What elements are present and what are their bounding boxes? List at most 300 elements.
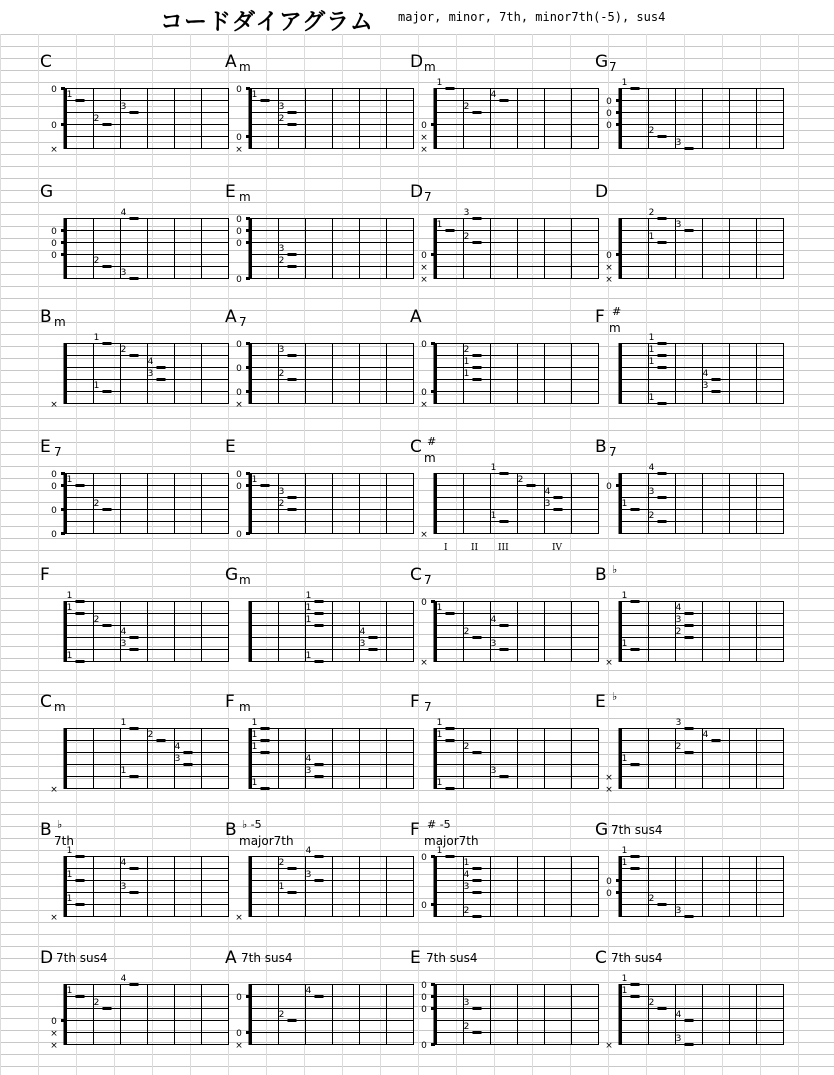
finger-number: 4 [702,730,709,740]
chord-diagram [30,820,220,945]
open-string-tick [61,241,65,244]
open-string-marker: 0 [51,506,57,516]
chord-name: E [225,182,236,202]
chord-quality: m [239,700,251,714]
finger-number: 4 [120,974,127,984]
open-string-tick [61,123,65,126]
open-string-tick [61,472,65,475]
finger-number: 1 [120,718,127,728]
finger-dot [500,520,509,523]
open-string-marker: 0 [421,901,427,911]
finger-number: 1 [648,333,655,343]
muted-string-marker: × [605,658,613,668]
finger-number: 2 [463,1022,470,1032]
finger-number: 1 [621,78,628,88]
finger-number: 2 [517,475,524,485]
open-string-marker: 0 [236,993,242,1003]
finger-number: 1 [621,499,628,509]
open-string-tick [246,532,250,535]
chord-name: C [595,948,607,968]
open-string-marker: 0 [421,853,427,863]
finger-number: 1 [251,90,258,100]
chord-quality: 7th [54,834,74,848]
finger-dot [631,600,640,603]
finger-dot [500,472,509,475]
open-string-marker: 0 [606,251,612,261]
finger-dot [712,378,721,381]
finger-number: 4 [120,858,127,868]
finger-dot [315,624,324,627]
chord-quality: m [54,700,66,714]
chord-quality: m [424,60,436,74]
finger-number: 1 [93,381,100,391]
open-string-tick [61,87,65,90]
finger-dot [658,342,667,345]
finger-number: 1 [66,603,73,613]
open-string-marker: 0 [421,388,427,398]
open-string-tick [431,855,435,858]
finger-dot [658,241,667,244]
finger-dot [103,342,112,345]
finger-dot [315,660,324,663]
open-string-tick [246,87,250,90]
chord-diagram [30,307,220,432]
finger-number: 4 [648,463,655,473]
finger-dot [658,472,667,475]
finger-dot [76,600,85,603]
finger-number: 1 [463,369,470,379]
chord-diagram [585,948,775,1073]
chord-name: D [410,52,424,72]
finger-number: 4 [490,615,497,625]
chord-diagram [30,692,220,817]
finger-number: 4 [120,627,127,637]
finger-number: 2 [463,906,470,916]
open-string-marker: 0 [236,530,242,540]
finger-dot [473,879,482,882]
finger-dot [184,751,193,754]
open-string-marker: 0 [236,482,242,492]
chord-name: D [595,182,609,202]
finger-number: 4 [359,627,366,637]
finger-dot [631,763,640,766]
open-string-marker: 0 [236,85,242,95]
chord-diagram [400,307,590,432]
fretboard [30,565,220,690]
chord-name: F [410,692,420,712]
fretboard [585,692,775,817]
finger-number: 1 [436,718,443,728]
fretboard [215,307,405,432]
finger-number: 3 [490,766,497,776]
open-string-marker: 0 [51,1017,57,1027]
finger-dot [554,496,563,499]
finger-dot [685,1019,694,1022]
finger-dot [288,867,297,870]
open-string-marker: 0 [421,1005,427,1015]
open-string-tick [246,217,250,220]
finger-number: 1 [621,974,628,984]
chord-quality: 7 [54,445,62,459]
chord-name: C [410,565,422,585]
sheet-header [0,0,834,34]
fretboard [30,820,220,945]
chord-name: F [40,565,50,585]
open-string-marker: 0 [421,251,427,261]
finger-dot [473,1007,482,1010]
chord-diagram [585,565,775,690]
open-string-tick [246,1031,250,1034]
finger-dot [685,229,694,232]
finger-number: 1 [621,639,628,649]
finger-dot [658,366,667,369]
finger-number: 2 [278,858,285,868]
muted-string-marker: × [420,530,428,540]
finger-number: 3 [490,639,497,649]
chord-diagram [585,820,775,945]
open-string-marker: 0 [606,121,612,131]
finger-number: 3 [120,882,127,892]
fretboard [585,820,775,945]
finger-number: 1 [305,615,312,625]
finger-dot [288,508,297,511]
muted-string-marker: × [50,913,58,923]
open-string-tick [246,366,250,369]
finger-number: 1 [66,591,73,601]
chord-diagram [215,565,405,690]
finger-number: 4 [463,870,470,880]
chord-quality: 7 [609,60,617,74]
finger-dot [500,624,509,627]
finger-number: 1 [621,986,628,996]
finger-number: 1 [436,78,443,88]
chord-diagram [400,182,590,307]
finger-dot [261,739,270,742]
chord-diagram [585,52,775,177]
chord-accidental: ♭ [612,690,618,703]
chord-name: F [410,820,420,840]
open-string-tick [61,1019,65,1022]
chord-quality: 7 [424,573,432,587]
finger-number: 3 [147,369,154,379]
chord-diagram [585,437,775,562]
chord-diagram [215,182,405,307]
finger-dot [369,636,378,639]
fretboard [215,565,405,690]
finger-dot [157,378,166,381]
finger-number: 1 [436,778,443,788]
open-string-tick [246,472,250,475]
finger-dot [157,739,166,742]
open-string-marker: 0 [51,251,57,261]
finger-number: 1 [436,603,443,613]
finger-dot [315,600,324,603]
finger-number: 1 [648,232,655,242]
finger-number: 1 [436,220,443,230]
finger-number: 1 [648,393,655,403]
finger-dot [527,484,536,487]
finger-dot [685,751,694,754]
open-string-tick [431,1043,435,1046]
chord-name: G [595,52,609,72]
finger-number: 3 [675,220,682,230]
chord-quality: m [54,315,66,329]
muted-string-marker: × [605,785,613,795]
fretboard [400,307,590,432]
finger-number: 1 [120,766,127,776]
chord-quality: 7 [609,445,617,459]
chord-diagram [585,692,775,817]
finger-dot [261,751,270,754]
chord-diagram [30,565,220,690]
open-string-marker: 0 [51,530,57,540]
finger-dot [658,402,667,405]
finger-number: 1 [251,778,258,788]
finger-dot [130,354,139,357]
muted-string-marker: × [50,785,58,795]
finger-dot [712,739,721,742]
chord-name: E [595,692,606,712]
muted-string-marker: × [420,145,428,155]
fretboard [215,182,405,307]
open-string-marker: 0 [606,97,612,107]
finger-number: 2 [278,1010,285,1020]
open-string-tick [61,484,65,487]
open-string-tick [616,484,620,487]
finger-number: 1 [648,345,655,355]
chord-name: E [40,437,51,457]
fretboard [215,820,405,945]
chord-quality: 7 [424,700,432,714]
finger-number: 1 [93,333,100,343]
fretboard [215,948,405,1073]
finger-dot [685,624,694,627]
chord-accidental: ♭ -5 [242,818,262,831]
page-title: コードダイアグラム [160,9,374,35]
finger-number: 4 [675,603,682,613]
finger-number: 4 [675,1010,682,1020]
open-string-marker: 0 [236,275,242,285]
finger-number: 2 [147,730,154,740]
chord-name: A [225,52,237,72]
fretboard [400,692,590,817]
finger-dot [658,135,667,138]
finger-number: 2 [93,114,100,124]
muted-string-marker: × [235,145,243,155]
finger-number: 4 [305,754,312,764]
finger-number: 2 [93,499,100,509]
finger-dot [658,903,667,906]
finger-dot [315,995,324,998]
finger-dot [288,354,297,357]
finger-number: 3 [278,244,285,254]
finger-dot [685,1043,694,1046]
finger-number: 3 [174,754,181,764]
finger-dot [103,265,112,268]
chord-name: C [40,692,52,712]
finger-dot [315,879,324,882]
chord-quality: major7th [424,834,479,848]
fretboard [30,437,220,562]
finger-number: 4 [305,986,312,996]
fretboard [30,307,220,432]
open-string-marker: 0 [51,227,57,237]
finger-dot [631,508,640,511]
finger-dot [446,727,455,730]
finger-number: 3 [463,998,470,1008]
chord-quality: major7th [239,834,294,848]
finger-number: 3 [120,639,127,649]
finger-dot [315,763,324,766]
finger-number: 1 [278,882,285,892]
muted-string-marker: × [235,1041,243,1051]
finger-number: 4 [544,487,551,497]
chord-diagram [585,182,775,307]
finger-dot [658,217,667,220]
finger-number: 4 [174,742,181,752]
open-string-marker: 0 [421,993,427,1003]
finger-dot [315,775,324,778]
open-string-tick [431,903,435,906]
finger-dot [473,636,482,639]
open-string-tick [616,99,620,102]
open-string-marker: 0 [606,109,612,119]
chord-name: A [225,307,237,327]
finger-dot [288,1019,297,1022]
fretboard [585,948,775,1073]
fretboard [400,948,590,1073]
chord-diagram [215,948,405,1073]
open-string-marker: 0 [51,470,57,480]
open-string-tick [431,123,435,126]
chord-quality: m [424,451,436,465]
finger-dot [261,99,270,102]
finger-number: 4 [305,846,312,856]
open-string-marker: 0 [236,133,242,143]
finger-number: 4 [120,208,127,218]
finger-dot [103,123,112,126]
finger-number: 2 [675,742,682,752]
fretboard [215,437,405,562]
finger-dot [76,879,85,882]
chord-quality: m [239,573,251,587]
finger-number: 2 [463,345,470,355]
open-string-tick [616,253,620,256]
finger-dot [76,903,85,906]
finger-number: 2 [648,511,655,521]
chord-diagram [30,948,220,1073]
finger-dot [631,648,640,651]
fretboard [400,565,590,690]
chord-name: E [225,437,236,457]
chord-name: G [225,565,239,585]
finger-number: 3 [278,487,285,497]
finger-number: 1 [66,475,73,485]
chord-diagram [400,692,590,817]
chord-name: D [410,182,424,202]
finger-number: 2 [463,102,470,112]
finger-dot [288,253,297,256]
chord-accidental: ♭ [612,563,618,576]
open-string-tick [246,241,250,244]
open-string-tick [246,484,250,487]
finger-dot [315,855,324,858]
chord-diagram [400,565,590,690]
finger-dot [473,111,482,114]
open-string-marker: 0 [421,121,427,131]
finger-dot [184,763,193,766]
chord-suffix: 7th sus4 [56,951,108,965]
finger-number: 2 [278,369,285,379]
finger-number: 2 [648,894,655,904]
finger-number: 1 [251,718,258,728]
finger-number: 1 [251,475,258,485]
finger-dot [500,775,509,778]
fretboard [30,948,220,1073]
chord-quality: m [239,190,251,204]
fret-numeral: I [444,543,448,553]
finger-dot [130,983,139,986]
finger-number: 3 [544,499,551,509]
open-string-marker: 0 [606,889,612,899]
muted-string-marker: × [605,1041,613,1051]
fretboard [585,52,775,177]
muted-string-marker: × [50,1029,58,1039]
muted-string-marker: × [605,773,613,783]
fretboard [585,182,775,307]
chord-suffix: 7th sus4 [611,951,663,965]
finger-dot [473,915,482,918]
chord-name: B [595,565,607,585]
fretboard [215,52,405,177]
finger-dot [103,508,112,511]
finger-number: 1 [66,846,73,856]
fretboard [400,820,590,945]
open-string-tick [246,229,250,232]
finger-number: 3 [305,766,312,776]
finger-number: 3 [702,381,709,391]
finger-dot [261,727,270,730]
open-string-tick [431,983,435,986]
fretboard [585,565,775,690]
finger-dot [631,87,640,90]
finger-dot [473,1031,482,1034]
chord-diagram [585,307,775,432]
finger-dot [473,751,482,754]
chord-diagram [400,948,590,1073]
muted-string-marker: × [235,400,243,410]
finger-dot [130,775,139,778]
open-string-tick [431,1007,435,1010]
finger-dot [288,378,297,381]
finger-dot [473,217,482,220]
finger-number: 4 [702,369,709,379]
finger-number: 1 [251,730,258,740]
finger-dot [157,366,166,369]
fretboard [585,307,775,432]
chord-name: G [40,182,54,202]
finger-dot [76,484,85,487]
chord-diagram [215,820,405,945]
finger-dot [500,648,509,651]
finger-number: 3 [120,268,127,278]
open-string-tick [246,277,250,280]
finger-dot [473,867,482,870]
chord-diagram [215,52,405,177]
chord-diagram [30,52,220,177]
chord-accidental: # [612,305,622,318]
finger-number: 3 [648,487,655,497]
